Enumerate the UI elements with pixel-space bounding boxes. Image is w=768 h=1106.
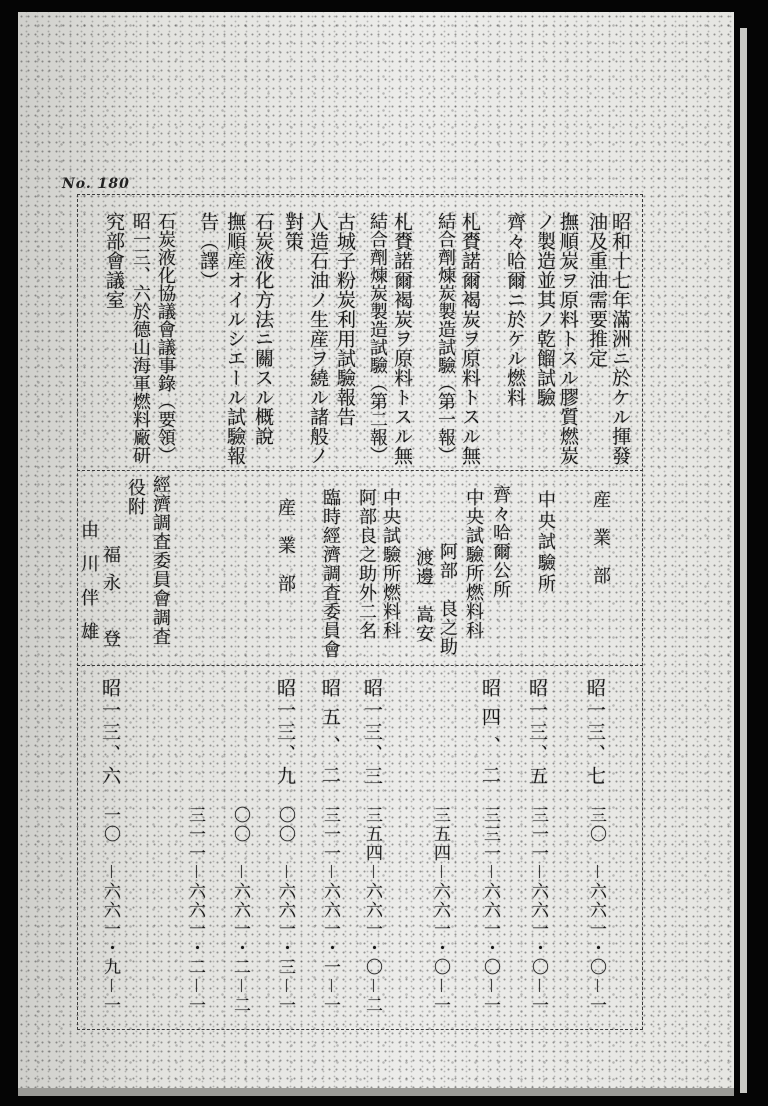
entry-code: 〇〇 －六六一・二－二 (230, 806, 250, 1015)
title-line: 古城子粉炭利用試驗報告 (334, 212, 356, 427)
entry-code: 三一一－六六一・二－一 (185, 806, 205, 1015)
title-line: 告（譯） (197, 212, 219, 290)
entry-date: 昭五、二 (319, 678, 341, 794)
title-line: 札賚諾爾褐炭ヲ原料トスル無 (459, 212, 481, 466)
issuer-line: 中央試驗所 (535, 490, 556, 595)
bottom-page-edge (18, 1088, 734, 1096)
issuer-line: 齊々哈爾公所 (490, 485, 511, 599)
title-line: 石炭液化協議會議事錄（要領） (155, 212, 176, 464)
issuer-line: 阿部良之助外二名 (356, 488, 377, 640)
adjacent-page-edge (740, 28, 747, 1093)
issuer-line: 臨時經濟調査委員會 (320, 488, 341, 659)
title-line: 人造石油ノ生産ヲ繞ル諸般ノ (307, 212, 329, 466)
title-issuer-divider (77, 470, 643, 471)
entry-date: 昭一三、六 (99, 678, 121, 788)
entry-date: 昭一三、七 (584, 678, 606, 788)
title-line: ノ製造並其ノ乾餾試驗 (534, 212, 556, 407)
title-line: 齊々哈爾ニ於ケル燃料 (504, 212, 526, 407)
issuer-line: 由川伴雄 (78, 520, 99, 656)
entry-date: 昭一三、九 (274, 678, 296, 788)
issuer-date-divider (77, 665, 643, 666)
entry-date: 昭四、二 (479, 678, 501, 794)
title-line: 油及重油需要推定 (586, 212, 608, 368)
issuer-line: 福永 登 (100, 545, 121, 657)
title-line: 對策 (282, 212, 304, 251)
entry-code: 三五四－六六一・〇－二 (362, 806, 382, 1015)
issuer-line: 産業部 (590, 490, 611, 604)
issuer-line: 中央試驗所燃料科 (463, 488, 484, 640)
entry-code: 三五四－六六一・〇－一 (430, 806, 450, 1015)
title-line: 昭和十七年滿洲ニ於ケル揮發 (609, 212, 631, 466)
issuer-line: 中央試驗所燃料科 (380, 488, 401, 640)
entry-code: 三〇 －六六一・〇－一 (586, 806, 606, 1015)
title-line: 結合劑煉炭製造試驗（第一報） (435, 212, 456, 464)
entry-code: 一〇 －六六一・九－一 (100, 806, 120, 1015)
entry-code: 三一一－六六一・〇－一 (528, 806, 548, 1015)
title-line: 結合劑煉炭製造試驗（第二報） (367, 212, 388, 464)
entry-code: 三三一－六六一・〇－一 (480, 806, 500, 1015)
issuer-line: 役附 (125, 478, 146, 516)
title-line: 札賚諾爾褐炭ヲ原料トスル無 (391, 212, 413, 466)
issuer-line: 經濟調査委員會調査 (150, 475, 171, 646)
entry-code: 三一一－六六一・一－一 (320, 806, 340, 1015)
title-line: 撫順炭ヲ原料トスル膠質燃炭 (557, 212, 579, 466)
page-number-mark: No. 180 (62, 176, 130, 192)
title-line: 究部會議室 (103, 212, 125, 310)
title-line: 昭一三、六於德山海軍燃料廠研 (130, 212, 151, 464)
title-line: 撫順産オイルシエール試驗報 (224, 212, 246, 466)
issuer-line: 阿部 良之助 (437, 542, 458, 656)
entry-code: 〇〇 －六六一・三－一 (275, 806, 295, 1015)
issuer-line: 渡邊 嵩安 (413, 548, 434, 643)
issuer-line: 産業部 (275, 498, 296, 612)
title-line: 石炭液化方法ニ關スル概說 (252, 212, 274, 446)
entry-date: 昭一三、三 (361, 678, 383, 788)
entry-date: 昭一三、五 (526, 678, 548, 788)
